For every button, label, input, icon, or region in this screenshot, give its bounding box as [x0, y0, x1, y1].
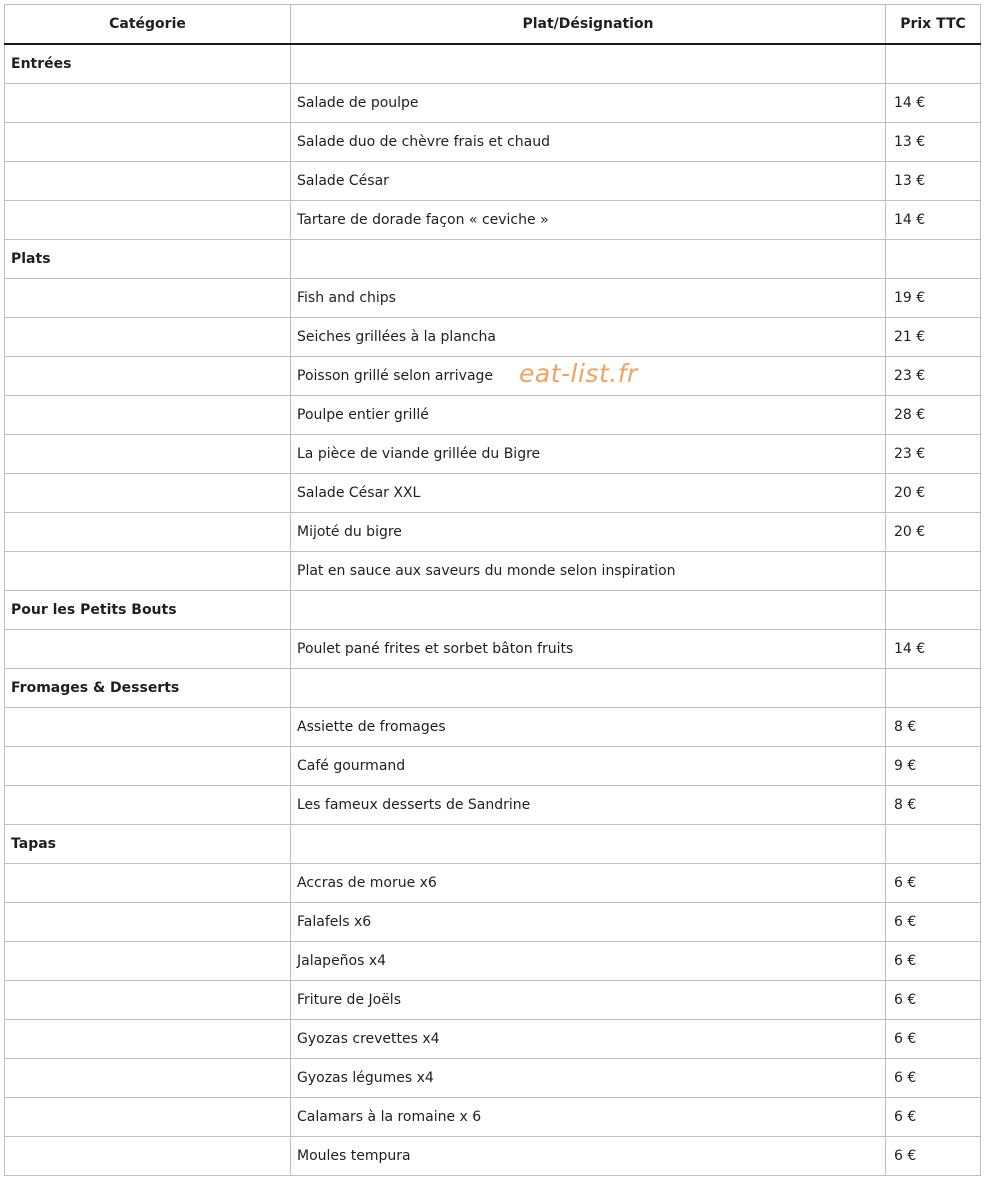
category-cell	[5, 357, 291, 396]
table-row	[5, 942, 981, 981]
table-body	[5, 44, 981, 1176]
table-row	[5, 630, 981, 669]
dish-cell	[291, 825, 886, 864]
table-row	[5, 903, 981, 942]
dish-cell: Les fameux desserts de Sandrine	[291, 786, 886, 825]
table-header	[5, 5, 981, 45]
table-row	[5, 279, 981, 318]
price-cell: 14 €	[886, 201, 981, 240]
category-cell	[5, 279, 291, 318]
dish-cell	[291, 591, 886, 630]
category-cell: Tapas	[5, 825, 291, 864]
dish-cell: Salade de poulpe	[291, 84, 886, 123]
category-cell	[5, 396, 291, 435]
category-cell	[5, 201, 291, 240]
category-cell	[5, 1059, 291, 1098]
table-row	[5, 1059, 981, 1098]
table-row	[5, 123, 981, 162]
price-cell: 13 €	[886, 123, 981, 162]
category-cell	[5, 630, 291, 669]
category-cell	[5, 903, 291, 942]
dish-cell: Accras de morue x6	[291, 864, 886, 903]
table-row	[5, 513, 981, 552]
price-cell: 8 €	[886, 708, 981, 747]
dish-cell: Seiches grillées à la plancha	[291, 318, 886, 357]
category-cell	[5, 747, 291, 786]
dish-cell: Café gourmand	[291, 747, 886, 786]
category-cell: Pour les Petits Bouts	[5, 591, 291, 630]
table-row	[5, 864, 981, 903]
table-row	[5, 1098, 981, 1137]
price-cell: 19 €	[886, 279, 981, 318]
category-cell: Fromages & Desserts	[5, 669, 291, 708]
table-row	[5, 474, 981, 513]
header-price: Prix TTC	[886, 5, 981, 45]
dish-cell: Plat en sauce aux saveurs du monde selon inspiration	[291, 552, 886, 591]
dish-cell: Jalapeños x4	[291, 942, 886, 981]
price-cell: 23 €	[886, 357, 981, 396]
table-row	[5, 84, 981, 123]
price-cell	[886, 44, 981, 84]
category-cell	[5, 1098, 291, 1137]
dish-cell: Poisson grillé selon arrivage	[291, 357, 886, 396]
price-cell: 6 €	[886, 981, 981, 1020]
dish-cell: Poulet pané frites et sorbet bâton fruits	[291, 630, 886, 669]
category-cell	[5, 318, 291, 357]
price-cell: 28 €	[886, 396, 981, 435]
dish-cell: Poulpe entier grillé	[291, 396, 886, 435]
table-row	[5, 435, 981, 474]
category-cell	[5, 1137, 291, 1176]
table-row	[5, 981, 981, 1020]
dish-cell: Tartare de dorade façon « ceviche »	[291, 201, 886, 240]
category-row	[5, 669, 981, 708]
category-row	[5, 240, 981, 279]
price-cell: 6 €	[886, 1137, 981, 1176]
category-row	[5, 825, 981, 864]
price-cell: 20 €	[886, 513, 981, 552]
dish-cell: Gyozas crevettes x4	[291, 1020, 886, 1059]
category-row	[5, 591, 981, 630]
dish-cell: Mijoté du bigre	[291, 513, 886, 552]
table-row	[5, 318, 981, 357]
category-cell	[5, 435, 291, 474]
dish-cell: Salade César	[291, 162, 886, 201]
price-cell: 13 €	[886, 162, 981, 201]
price-cell: 6 €	[886, 1059, 981, 1098]
dish-cell: Gyozas légumes x4	[291, 1059, 886, 1098]
table-row	[5, 552, 981, 591]
dish-cell: La pièce de viande grillée du Bigre	[291, 435, 886, 474]
price-cell: 6 €	[886, 903, 981, 942]
price-cell	[886, 669, 981, 708]
dish-cell: Falafels x6	[291, 903, 886, 942]
category-cell	[5, 981, 291, 1020]
dish-cell: Calamars à la romaine x 6	[291, 1098, 886, 1137]
price-cell: 21 €	[886, 318, 981, 357]
table-row	[5, 786, 981, 825]
table-row	[5, 357, 981, 396]
price-cell: 23 €	[886, 435, 981, 474]
dish-cell: Fish and chips	[291, 279, 886, 318]
price-cell: 6 €	[886, 1098, 981, 1137]
price-cell	[886, 591, 981, 630]
table-row	[5, 708, 981, 747]
category-cell	[5, 162, 291, 201]
category-cell: Entrées	[5, 44, 291, 84]
category-cell	[5, 942, 291, 981]
table-row	[5, 747, 981, 786]
price-cell: 14 €	[886, 630, 981, 669]
header-category: Catégorie	[5, 5, 291, 45]
table-row	[5, 1020, 981, 1059]
price-cell	[886, 552, 981, 591]
table-row	[5, 1137, 981, 1176]
category-cell	[5, 474, 291, 513]
dish-cell: Moules tempura	[291, 1137, 886, 1176]
table-row	[5, 201, 981, 240]
price-cell: 9 €	[886, 747, 981, 786]
table-row	[5, 396, 981, 435]
dish-cell	[291, 240, 886, 279]
menu-table	[4, 4, 981, 1176]
category-cell	[5, 513, 291, 552]
category-cell	[5, 864, 291, 903]
price-cell: 6 €	[886, 864, 981, 903]
price-cell: 6 €	[886, 1020, 981, 1059]
category-cell	[5, 1020, 291, 1059]
category-cell: Plats	[5, 240, 291, 279]
dish-cell: Friture de Joëls	[291, 981, 886, 1020]
price-cell	[886, 240, 981, 279]
category-cell	[5, 552, 291, 591]
header-dish: Plat/Désignation	[291, 5, 886, 45]
price-cell: 20 €	[886, 474, 981, 513]
price-cell: 8 €	[886, 786, 981, 825]
dish-cell: Assiette de fromages	[291, 708, 886, 747]
category-cell	[5, 84, 291, 123]
category-row	[5, 44, 981, 84]
dish-cell: Salade César XXL	[291, 474, 886, 513]
price-cell	[886, 825, 981, 864]
category-cell	[5, 786, 291, 825]
price-cell: 14 €	[886, 84, 981, 123]
table-row	[5, 162, 981, 201]
dish-cell	[291, 669, 886, 708]
header-row	[5, 5, 981, 45]
dish-cell	[291, 44, 886, 84]
price-cell: 6 €	[886, 942, 981, 981]
category-cell	[5, 708, 291, 747]
watermark: eat-list.fr	[519, 359, 638, 388]
category-cell	[5, 123, 291, 162]
dish-cell: Salade duo de chèvre frais et chaud	[291, 123, 886, 162]
